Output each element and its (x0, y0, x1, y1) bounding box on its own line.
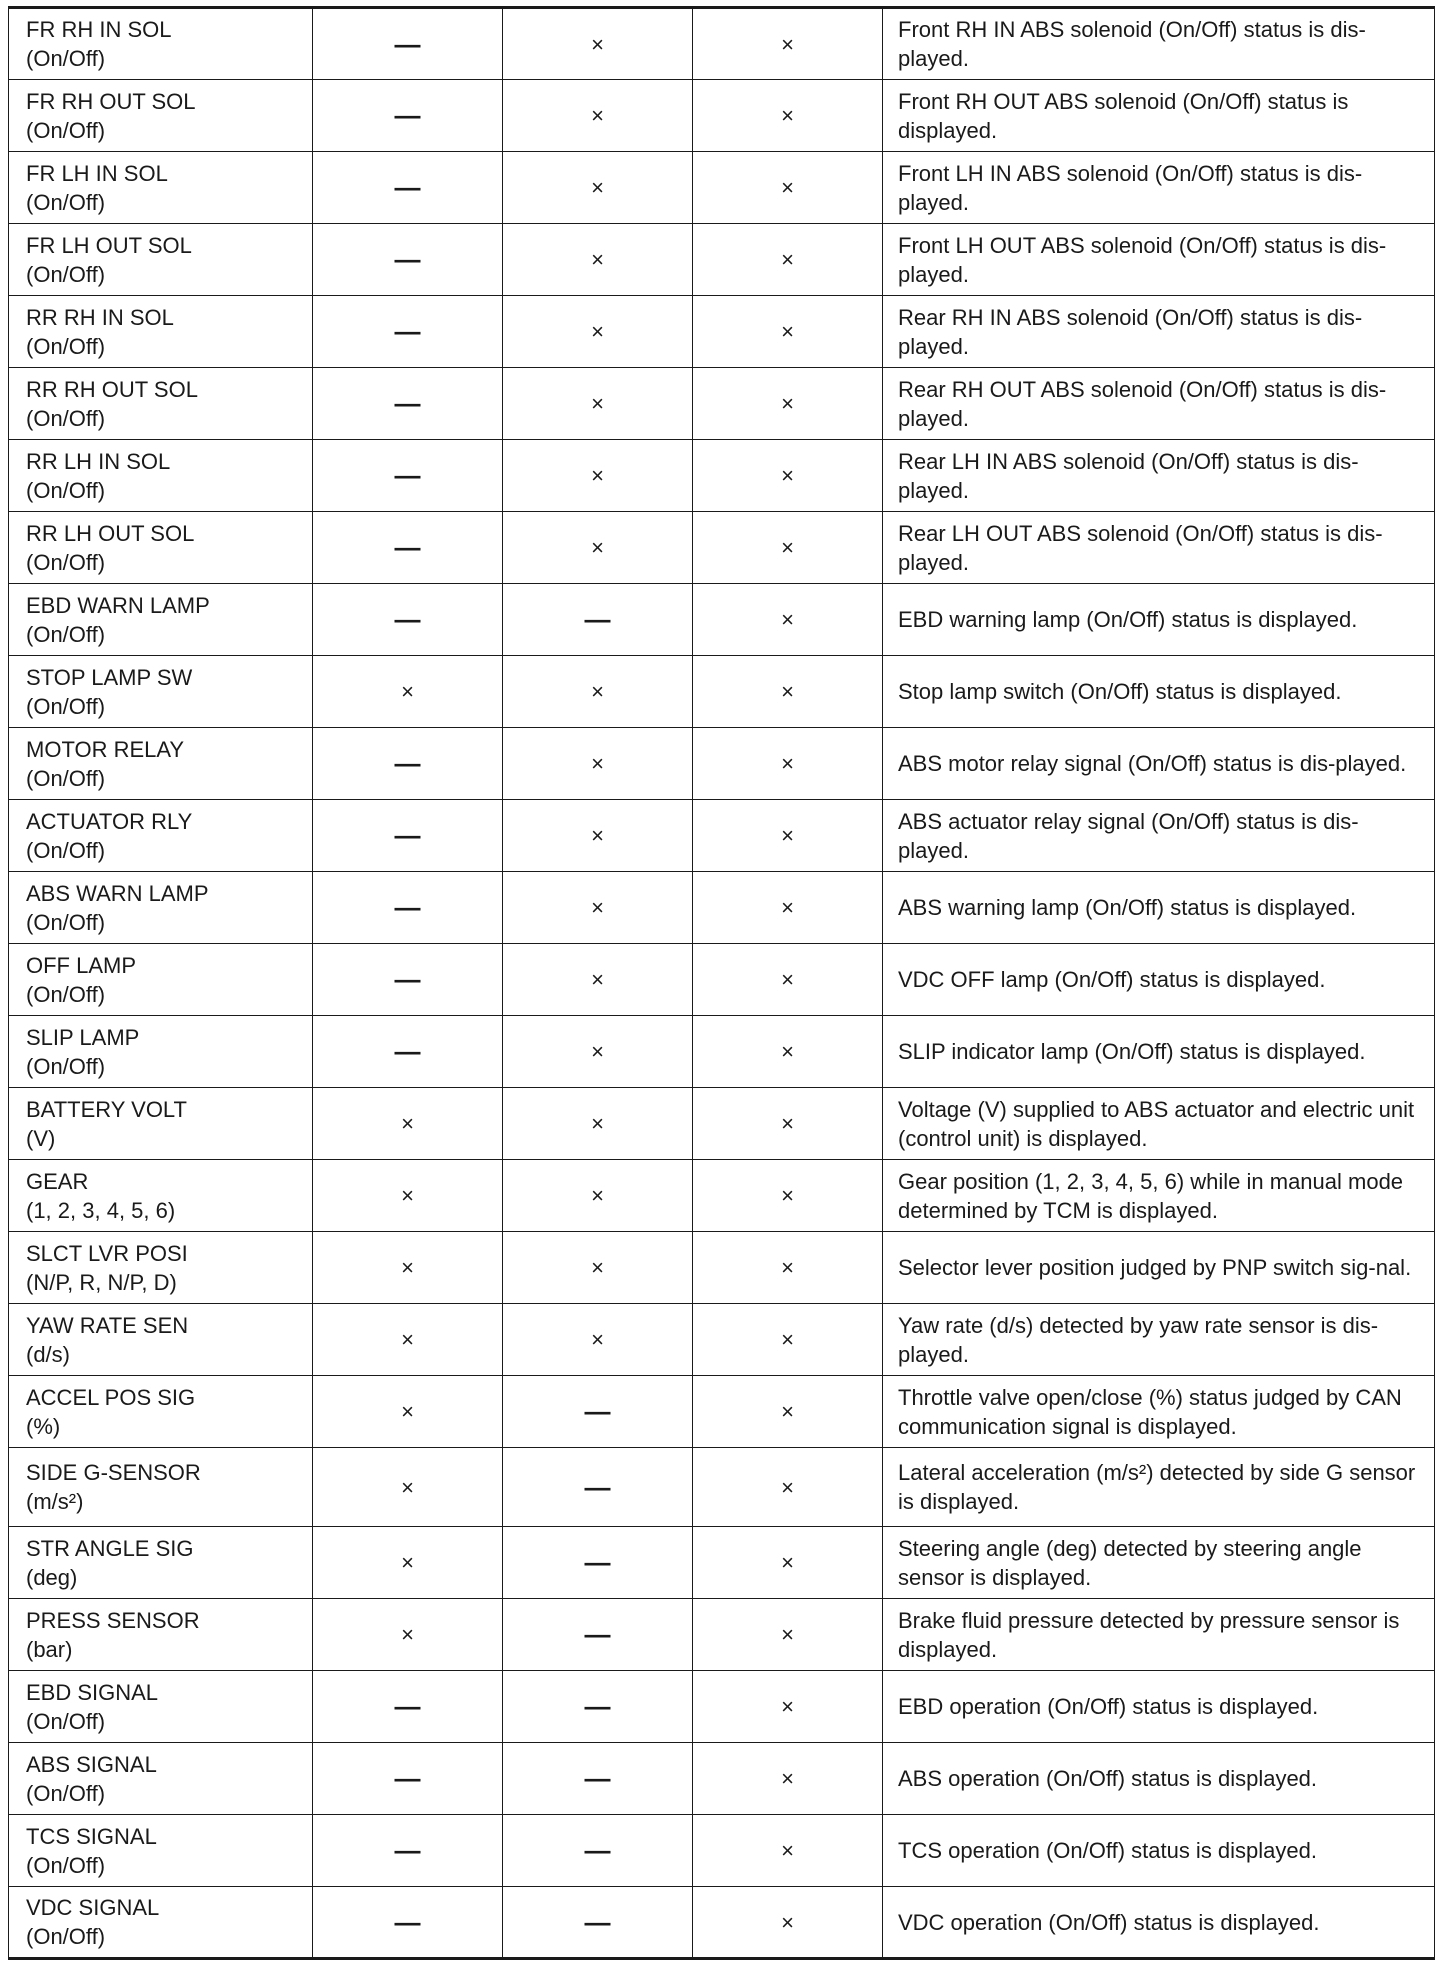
monitor-item-name: BATTERY VOLT (26, 1096, 187, 1122)
monitor-item-name: ABS SIGNAL (26, 1751, 157, 1777)
table-row (9, 1304, 1435, 1376)
mode-3-mark: × (693, 1527, 883, 1599)
item-description: VDC operation (On/Off) status is displayed. (883, 1887, 1435, 1959)
monitor-item-unit: (On/Off) (26, 981, 106, 1007)
monitor-item-name: RR LH OUT SOL (26, 520, 195, 546)
table-row (9, 728, 1435, 800)
item-description: Lateral acceleration (m/s²) detected by side G sensor is displayed. (883, 1448, 1435, 1527)
table-row (9, 512, 1435, 584)
mode-1-mark: — (313, 1743, 503, 1815)
table-row (9, 1448, 1435, 1527)
monitor-item-name: PRESS SENSOR (26, 1607, 200, 1633)
mode-1-mark: — (313, 1671, 503, 1743)
mode-1-mark: — (313, 8, 503, 80)
mode-2-mark: × (503, 368, 693, 440)
mode-2-mark: × (503, 800, 693, 872)
monitor-item-name: STR ANGLE SIG (26, 1535, 194, 1561)
mode-1-mark: — (313, 800, 503, 872)
item-description: ABS operation (On/Off) status is displayed. (883, 1743, 1435, 1815)
mode-1-mark: — (313, 872, 503, 944)
mode-2-mark: × (503, 1232, 693, 1304)
item-description: EBD warning lamp (On/Off) status is displayed. (883, 584, 1435, 656)
monitor-item-cell (9, 800, 313, 872)
item-description: Front LH OUT ABS solenoid (On/Off) status is dis-played. (883, 224, 1435, 296)
table-row (9, 1671, 1435, 1743)
table-row (9, 8, 1435, 80)
table-row (9, 1815, 1435, 1887)
monitor-item-cell (9, 80, 313, 152)
mode-2-mark: × (503, 296, 693, 368)
monitor-item-name: RR RH OUT SOL (26, 376, 198, 402)
monitor-item-unit: (On/Off) (26, 117, 106, 143)
item-description: Rear LH OUT ABS solenoid (On/Off) status is dis-played. (883, 512, 1435, 584)
mode-3-mark: × (693, 656, 883, 728)
monitor-item-cell (9, 1376, 313, 1448)
item-description: ABS motor relay signal (On/Off) status is dis-played. (883, 728, 1435, 800)
table-row (9, 152, 1435, 224)
mode-1-mark: × (313, 1448, 503, 1527)
monitor-item-cell (9, 1743, 313, 1815)
mode-1-mark: — (313, 512, 503, 584)
table-row (9, 1160, 1435, 1232)
item-description: Rear RH OUT ABS solenoid (On/Off) status is dis-played. (883, 368, 1435, 440)
monitor-item-unit: (On/Off) (26, 261, 106, 287)
data-monitor-item-table (8, 6, 1435, 1960)
monitor-item-unit: (On/Off) (26, 549, 106, 575)
item-description: EBD operation (On/Off) status is displayed. (883, 1671, 1435, 1743)
mode-2-mark: × (503, 440, 693, 512)
monitor-item-unit: (On/Off) (26, 1780, 106, 1806)
mode-3-mark: × (693, 728, 883, 800)
mode-3-mark: × (693, 1887, 883, 1959)
monitor-item-name: YAW RATE SEN (26, 1312, 189, 1338)
item-description: TCS operation (On/Off) status is displayed. (883, 1815, 1435, 1887)
monitor-item-cell (9, 1016, 313, 1088)
mode-3-mark: × (693, 1232, 883, 1304)
mode-3-mark: × (693, 584, 883, 656)
monitor-item-name: TCS SIGNAL (26, 1823, 157, 1849)
monitor-item-unit: (1, 2, 3, 4, 5, 6) (26, 1197, 176, 1223)
mode-2-mark: × (503, 152, 693, 224)
monitor-item-name: ACCEL POS SIG (26, 1384, 196, 1410)
monitor-item-cell (9, 368, 313, 440)
item-description: Front RH IN ABS solenoid (On/Off) status is dis-played. (883, 8, 1435, 80)
mode-3-mark: × (693, 152, 883, 224)
mode-2-mark: — (503, 584, 693, 656)
mode-2-mark: × (503, 656, 693, 728)
monitor-item-cell (9, 8, 313, 80)
mode-2-mark: — (503, 1448, 693, 1527)
table-row (9, 800, 1435, 872)
item-description: Selector lever position judged by PNP switch sig-nal. (883, 1232, 1435, 1304)
mode-1-mark: — (313, 1016, 503, 1088)
mode-2-mark: × (503, 512, 693, 584)
item-description: Rear RH IN ABS solenoid (On/Off) status is dis-played. (883, 296, 1435, 368)
mode-1-mark: — (313, 440, 503, 512)
mode-3-mark: × (693, 1599, 883, 1671)
monitor-item-unit: (V) (26, 1125, 56, 1151)
mode-1-mark: × (313, 656, 503, 728)
table-row (9, 1232, 1435, 1304)
monitor-item-name: FR RH IN SOL (26, 17, 172, 42)
monitor-item-unit: (On/Off) (26, 1852, 106, 1878)
mode-3-mark: × (693, 80, 883, 152)
mode-1-mark: — (313, 368, 503, 440)
table-row (9, 80, 1435, 152)
mode-2-mark: — (503, 1743, 693, 1815)
monitor-item-name: STOP LAMP SW (26, 664, 193, 690)
monitor-item-unit: (On/Off) (26, 1924, 106, 1949)
monitor-item-unit: (On/Off) (26, 1053, 106, 1079)
item-description: Front RH OUT ABS solenoid (On/Off) status is displayed. (883, 80, 1435, 152)
mode-3-mark: × (693, 512, 883, 584)
monitor-item-cell (9, 440, 313, 512)
monitor-item-unit: (bar) (26, 1636, 73, 1662)
monitor-item-name: EBD SIGNAL (26, 1679, 159, 1705)
mode-1-mark: — (313, 152, 503, 224)
mode-2-mark: × (503, 944, 693, 1016)
monitor-item-cell (9, 1671, 313, 1743)
monitor-item-name: FR RH OUT SOL (26, 88, 196, 114)
monitor-item-cell (9, 296, 313, 368)
monitor-item-cell (9, 944, 313, 1016)
item-description: Front LH IN ABS solenoid (On/Off) status is dis-played. (883, 152, 1435, 224)
table-row (9, 440, 1435, 512)
mode-3-mark: × (693, 1743, 883, 1815)
monitor-item-unit: (d/s) (26, 1341, 70, 1367)
mode-3-mark: × (693, 1016, 883, 1088)
monitor-item-cell (9, 656, 313, 728)
monitor-item-cell (9, 872, 313, 944)
monitor-item-unit: (On/Off) (26, 1708, 106, 1734)
monitor-item-unit: (deg) (26, 1564, 78, 1590)
table-row (9, 872, 1435, 944)
monitor-item-unit: (On/Off) (26, 46, 106, 71)
monitor-item-cell (9, 1527, 313, 1599)
monitor-item-unit: (On/Off) (26, 477, 106, 503)
monitor-item-unit: (On/Off) (26, 189, 106, 215)
monitor-item-name: RR LH IN SOL (26, 448, 171, 474)
monitor-item-name: EBD WARN LAMP (26, 592, 210, 618)
mode-2-mark: × (503, 224, 693, 296)
item-description: Steering angle (deg) detected by steering angle sensor is displayed. (883, 1527, 1435, 1599)
monitor-item-unit: (N/P, R, N/P, D) (26, 1269, 177, 1295)
mode-1-mark: — (313, 728, 503, 800)
table-row (9, 1016, 1435, 1088)
monitor-item-unit: (On/Off) (26, 333, 106, 359)
mode-1-mark: × (313, 1160, 503, 1232)
monitor-item-cell (9, 1448, 313, 1527)
monitor-item-unit: (On/Off) (26, 405, 106, 431)
item-description: VDC OFF lamp (On/Off) status is displayed. (883, 944, 1435, 1016)
mode-3-mark: × (693, 1088, 883, 1160)
table-row (9, 1376, 1435, 1448)
monitor-item-cell (9, 1815, 313, 1887)
mode-3-mark: × (693, 1376, 883, 1448)
monitor-item-cell (9, 1599, 313, 1671)
monitor-item-cell (9, 1232, 313, 1304)
item-description: Stop lamp switch (On/Off) status is displayed. (883, 656, 1435, 728)
item-description: Voltage (V) supplied to ABS actuator and electric unit (control unit) is displayed. (883, 1088, 1435, 1160)
table-row (9, 656, 1435, 728)
monitor-item-cell (9, 1088, 313, 1160)
monitor-item-unit: (On/Off) (26, 909, 106, 935)
table-row (9, 1599, 1435, 1671)
monitor-item-name: SLIP LAMP (26, 1024, 140, 1050)
monitor-item-name: FR LH OUT SOL (26, 232, 192, 258)
mode-1-mark: × (313, 1599, 503, 1671)
table-row (9, 296, 1435, 368)
monitor-item-name: OFF LAMP (26, 952, 137, 978)
mode-2-mark: × (503, 1016, 693, 1088)
mode-1-mark: — (313, 944, 503, 1016)
mode-3-mark: × (693, 368, 883, 440)
item-description: Rear LH IN ABS solenoid (On/Off) status is dis-played. (883, 440, 1435, 512)
monitor-item-cell (9, 152, 313, 224)
mode-2-mark: × (503, 8, 693, 80)
mode-1-mark: — (313, 296, 503, 368)
monitor-item-name: SLCT LVR POSI (26, 1240, 188, 1266)
table-row (9, 1527, 1435, 1599)
item-description: SLIP indicator lamp (On/Off) status is displayed. (883, 1016, 1435, 1088)
monitor-item-cell (9, 584, 313, 656)
monitor-item-name: MOTOR RELAY (26, 736, 185, 762)
mode-3-mark: × (693, 1448, 883, 1527)
monitor-item-cell (9, 512, 313, 584)
mode-2-mark: — (503, 1671, 693, 1743)
mode-1-mark: × (313, 1232, 503, 1304)
monitor-item-unit: (m/s²) (26, 1489, 84, 1514)
mode-3-mark: × (693, 296, 883, 368)
monitor-item-unit: (On/Off) (26, 765, 106, 791)
item-description: Yaw rate (d/s) detected by yaw rate sensor is dis-played. (883, 1304, 1435, 1376)
table-body (9, 8, 1435, 1959)
mode-2-mark: — (503, 1887, 693, 1959)
mode-2-mark: — (503, 1376, 693, 1448)
monitor-item-unit: (%) (26, 1413, 61, 1439)
monitor-item-name: RR RH IN SOL (26, 304, 174, 330)
table-row (9, 944, 1435, 1016)
mode-2-mark: × (503, 1088, 693, 1160)
mode-3-mark: × (693, 224, 883, 296)
monitor-item-name: ACTUATOR RLY (26, 808, 193, 834)
mode-1-mark: — (313, 1815, 503, 1887)
item-description: Throttle valve open/close (%) status judged by CAN communication signal is displayed. (883, 1376, 1435, 1448)
mode-2-mark: — (503, 1599, 693, 1671)
mode-1-mark: — (313, 584, 503, 656)
monitor-item-cell (9, 1304, 313, 1376)
mode-2-mark: — (503, 1527, 693, 1599)
table-row (9, 368, 1435, 440)
mode-3-mark: × (693, 872, 883, 944)
item-description: ABS actuator relay signal (On/Off) status is dis-played. (883, 800, 1435, 872)
monitor-item-name: GEAR (26, 1168, 89, 1194)
mode-1-mark: × (313, 1304, 503, 1376)
mode-1-mark: × (313, 1088, 503, 1160)
monitor-item-cell (9, 728, 313, 800)
table-row (9, 584, 1435, 656)
monitor-item-unit: (On/Off) (26, 693, 106, 719)
mode-2-mark: × (503, 1160, 693, 1232)
item-description: ABS warning lamp (On/Off) status is displayed. (883, 872, 1435, 944)
mode-2-mark: × (503, 728, 693, 800)
monitor-item-unit: (On/Off) (26, 837, 106, 863)
monitor-item-cell (9, 1160, 313, 1232)
mode-3-mark: × (693, 1815, 883, 1887)
monitor-item-name: SIDE G-SENSOR (26, 1460, 201, 1485)
table-row (9, 1887, 1435, 1959)
mode-3-mark: × (693, 1304, 883, 1376)
monitor-item-cell (9, 1887, 313, 1959)
mode-3-mark: × (693, 1160, 883, 1232)
table-row (9, 224, 1435, 296)
mode-3-mark: × (693, 8, 883, 80)
mode-2-mark: × (503, 872, 693, 944)
monitor-item-cell (9, 224, 313, 296)
table-row (9, 1088, 1435, 1160)
item-description: Brake fluid pressure detected by pressure sensor is displayed. (883, 1599, 1435, 1671)
mode-3-mark: × (693, 944, 883, 1016)
monitor-item-name: VDC SIGNAL (26, 1895, 160, 1920)
item-description: Gear position (1, 2, 3, 4, 5, 6) while in manual mode determined by TCM is displayed. (883, 1160, 1435, 1232)
mode-2-mark: — (503, 1815, 693, 1887)
monitor-item-name: FR LH IN SOL (26, 160, 168, 186)
mode-1-mark: × (313, 1527, 503, 1599)
mode-1-mark: — (313, 1887, 503, 1959)
mode-3-mark: × (693, 1671, 883, 1743)
table-row (9, 1743, 1435, 1815)
monitor-item-name: ABS WARN LAMP (26, 880, 209, 906)
mode-1-mark: — (313, 224, 503, 296)
mode-2-mark: × (503, 80, 693, 152)
mode-3-mark: × (693, 800, 883, 872)
mode-1-mark: × (313, 1376, 503, 1448)
mode-2-mark: × (503, 1304, 693, 1376)
monitor-item-unit: (On/Off) (26, 621, 106, 647)
mode-3-mark: × (693, 440, 883, 512)
mode-1-mark: — (313, 80, 503, 152)
